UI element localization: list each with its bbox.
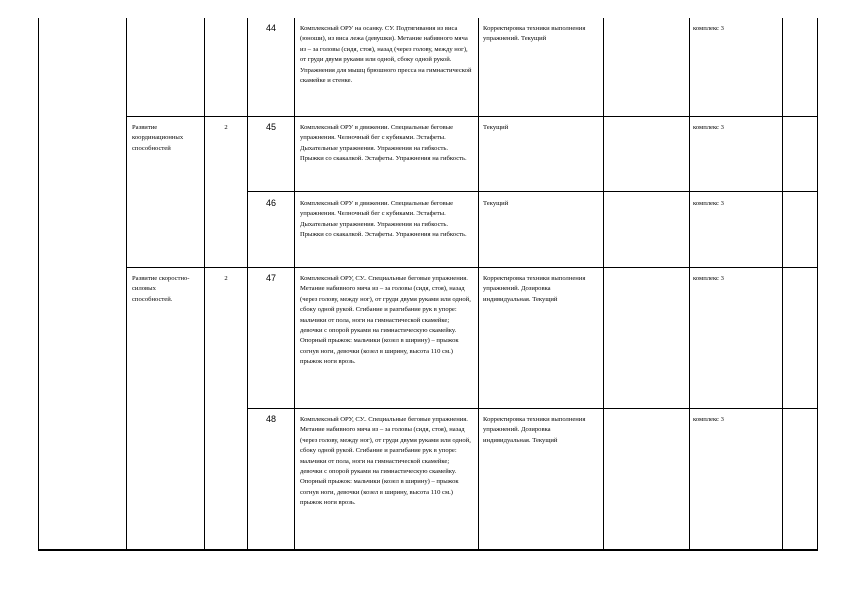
lesson-number: 44 [265,23,276,33]
row-divider [126,116,818,117]
control-type: Корректировка техники выполнения упражнений. Дозировка индивидуальная. Текущий [483,275,586,303]
row-divider [126,267,818,268]
table-border-bottom [38,549,818,551]
row-divider [247,191,818,192]
lesson-number: 47 [265,273,276,283]
control-type: Корректировка техники выполнения упражнений. Дозировка индивидуальная. Текущий [483,416,586,444]
hours-count: 2 [224,275,228,282]
column-divider [478,18,479,550]
homework: комплекс 3 [693,25,724,32]
homework: комплекс 3 [693,275,724,282]
homework: комплекс 3 [693,124,724,131]
section-title: Развитие скоростно-силовых способностей. [132,275,190,303]
column-divider [782,18,783,550]
lesson-number: 46 [265,198,276,208]
control-type: Текущий [483,124,509,131]
control-type: Текущий [483,200,509,207]
column-divider [247,18,248,550]
section-title: Развитие координационных способностей [132,124,184,152]
row-divider [247,408,818,409]
column-divider [294,18,295,550]
homework: комплекс 3 [693,200,724,207]
table-border-right [817,18,818,550]
lesson-content: Комплексный ОРУ в движении. Специальные беговые упражнения. Челночный бег с кубиками. Эстафеты. Дыхательные упражнения. Упражнения на гибкость. Прыжки со скакалкой. Эстафеты. Упражнения на гибкость. [300,124,467,163]
table-border-left [38,18,39,550]
hours-count: 2 [224,124,228,131]
column-divider [126,18,127,550]
lesson-content: Комплексный ОРУ, СУ.. Специальные беговые упражнения. Метание набивного мяча из – за головы (сидя, стоя), назад (через голову, между ног), от груди двумя руками или одной, сбоку одной рукой. Сгибание и разгибание рук в упоре: мальчики от пола, ноги на гимнастической скамейке; девочки с опорой руками на гимнастическую скамейку. Опорный прыжок: мальчики (козел в ширину) – прыжок согнув ноги, девочки (козел в ширину, высота 110 см.) прыжок ноги врозь. [300,275,471,366]
homework: комплекс 3 [693,416,724,423]
lesson-content: Комплексный ОРУ, СУ.. Специальные беговые упражнения. Метание набивного мяча из – за головы (сидя, стоя), назад (через голову, между ног), от груди двумя руками или одной, сбоку одной рукой. Сгибание и разгибание рук в упоре: мальчики от пола, ноги на гимнастической скамейке; девочки с опорой руками на гимнастическую скамейку. Опорный прыжок: мальчики (козел в ширину) – прыжок согнув ноги, девочки (козел в ширину, высота 110 см.) прыжок ноги врозь. [300,416,471,507]
column-divider [603,18,604,550]
lesson-number: 48 [265,414,276,424]
lesson-content: Комплексный ОРУ в движении. Специальные беговые упражнения. Челночный бег с кубиками. Эстафеты. Дыхательные упражнения. Упражнения на гибкость. Прыжки со скакалкой. Эстафеты. Упражнения на гибкость. [300,200,467,239]
control-type: Корректировка техники выполнения упражнений. Текущий [483,25,586,43]
lesson-content: Комплексный ОРУ на осанку. СУ. Подтягивания из виса (юноши), из виса лежа (девушки). Метание набивного мяча из – за головы (сидя, стоя), назад (через голову, между ног), от груди двумя руками или одной, сбоку одной рукой. Упражнения для мышц брюшного пресса на гимнастической скамейке и стенке. [300,25,472,85]
lesson-number: 45 [265,122,276,132]
column-divider [689,18,690,550]
